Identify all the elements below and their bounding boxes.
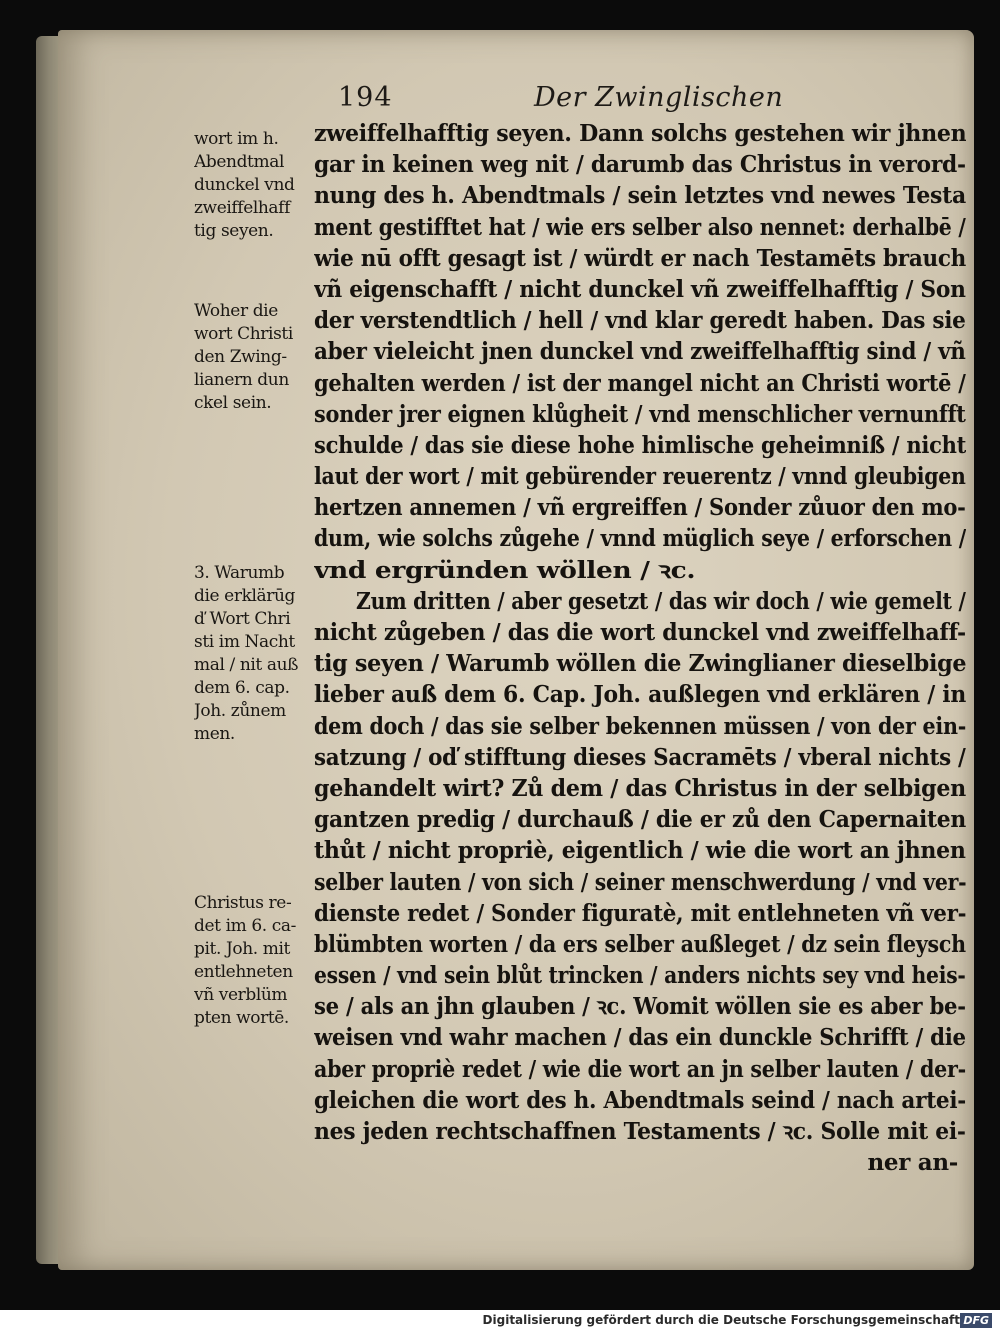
text-line: aber propriè redet / wie die wort an jn selber lauten / der- <box>314 1055 966 1083</box>
margin-note-line: Abendtmal <box>194 152 284 172</box>
margin-note-line: Woher die <box>194 301 278 321</box>
paragraph-start-line: Zum dritten / aber gesetzt / das wir doch / wie gemelt / <box>356 587 966 615</box>
catchword: ner an- <box>867 1149 958 1177</box>
margin-note-line: vñ verblüm <box>194 985 288 1005</box>
margin-note-line: die erklärūg <box>194 586 296 606</box>
margin-note-line: mal / nit auß <box>194 655 299 675</box>
margin-note-line: 3. Warumb <box>194 563 285 583</box>
main-text-block <box>314 118 966 1178</box>
text-line: nes jeden rechtschaffnen Testaments / ꝛc. Solle mit ei- <box>314 1118 966 1145</box>
text-line: dum, wie solchs zůgehe / vnnd müglich seye / erforschen / <box>314 525 966 553</box>
margin-note-line: ckel sein. <box>194 393 272 413</box>
margin-note-line: det im 6. ca- <box>194 916 296 936</box>
text-line: gar in keinen weg nit / darumb das Christus in verord- <box>314 151 966 179</box>
margin-note <box>194 892 338 1030</box>
text-line: essen / vnd sein blůt trincken / anders nichts sey vnd heis- <box>314 962 966 990</box>
margin-note-line: den Zwing- <box>194 347 287 367</box>
margin-note-line: lianern dun <box>194 370 289 390</box>
page-number: 194 <box>338 82 393 113</box>
text-line: ment gestifftet hat / wie ers selber also nennet: derhalbē / <box>314 213 966 241</box>
text-line: dienste redet / Sonder figuratè, mit entlehneten vñ ver- <box>314 899 966 927</box>
dfg-logo: DFG <box>960 1313 992 1328</box>
funding-credit: Digitalisierung gefördert durch die Deutsche Forschungsgemeinschaft <box>482 1313 960 1327</box>
margin-note-line: dunckel vnd <box>194 175 295 195</box>
margin-note-line: pit. Joh. mit <box>194 939 290 959</box>
text-line: gehalten werden / ist der mangel nicht an Christi wortē / <box>314 369 966 397</box>
margin-note-line: men. <box>194 724 235 744</box>
text-line: thůt / nicht propriè, eigentlich / wie die wort an jhnen <box>314 837 966 865</box>
text-line: se / als an jhn glauben / ꝛc. Womit wöllen sie es aber be- <box>314 993 966 1021</box>
text-line: selber lauten / von sich / seiner menschwerdung / vnd ver- <box>314 868 966 896</box>
margin-note <box>194 562 338 746</box>
margin-note <box>194 300 338 415</box>
text-line: nung des h. Abendtmals / sein letztes vnd newes Testa <box>314 182 966 210</box>
margin-note-line: tig seyen. <box>194 221 274 241</box>
text-line: hertzen annemen / vñ ergreiffen / Sonder zůuor den mo- <box>314 494 966 522</box>
text-line: tig seyen / Warumb wöllen die Zwinglianer dieselbige <box>314 650 966 678</box>
text-line: vnd ergründen wöllen / ꝛc. <box>314 556 696 584</box>
text-line: schulde / das sie diese hohe himlische geheimniß / nicht <box>314 431 966 459</box>
margin-note-line: wort Christi <box>194 324 293 344</box>
text-line: gantzen predig / durchauß / die er zů den Capernaiten <box>314 806 966 834</box>
text-line: weisen vnd wahr machen / das ein dunckle Schrifft / die <box>314 1024 966 1052</box>
text-line: dem doch / das sie selber bekennen müssen / von der ein- <box>314 712 966 740</box>
margin-note-line: pten wortē. <box>194 1008 289 1028</box>
running-title: Der Zwinglischen <box>534 82 784 113</box>
running-head <box>0 82 1000 122</box>
margin-note-line: sti im Nacht <box>194 632 295 652</box>
margin-note-line: ď Wort Chri <box>194 609 291 629</box>
text-line: blümbten worten / da ers selber außleget / dz sein fleysch <box>314 930 966 958</box>
text-line: gehandelt wirt? Zů dem / das Christus in der selbigen <box>314 774 966 802</box>
margin-note-line: dem 6. cap. <box>194 678 290 698</box>
text-line: wie nū offt gesagt ist / würdt er nach Testamēts brauch <box>314 244 966 272</box>
text-line: zweiffelhafftig seyen. Dann solchs gestehen wir jhnen <box>314 120 966 147</box>
text-line: satzung / oď stifftung dieses Sacramēts / vberal nichts / <box>314 743 966 771</box>
text-line: vñ eigenschafft / nicht dunckel vñ zweiffelhafftig / Son <box>314 275 966 303</box>
footer-bar <box>0 1310 1000 1332</box>
text-line: lieber auß dem 6. Cap. Joh. außlegen vnd erklären / in <box>314 681 966 709</box>
text-line: laut der wort / mit gebürender reuerentz / vnnd gleubigen <box>314 463 966 491</box>
margin-note-line: Christus re- <box>194 893 292 913</box>
margin-note <box>194 128 338 243</box>
margin-note-line: Joh. zůnem <box>194 701 286 721</box>
text-line: nicht zůgeben / das die wort dunckel vnd zweiffelhaff- <box>314 619 966 646</box>
text-line: der verstendtlich / hell / vnd klar geredt haben. Das sie <box>314 307 966 335</box>
margin-note-line: wort im h. <box>194 129 279 149</box>
text-line: aber vieleicht jnen dunckel vnd zweiffelhafftig sind / vñ <box>314 338 966 366</box>
text-line: sonder jrer eignen klůgheit / vnd menschlicher vernunfft <box>314 400 966 428</box>
text-line: gleichen die wort des h. Abendtmals seind / nach artei- <box>314 1086 966 1114</box>
margin-note-line: zweiffelhaff <box>194 198 290 218</box>
margin-note-line: entlehneten <box>194 962 293 982</box>
